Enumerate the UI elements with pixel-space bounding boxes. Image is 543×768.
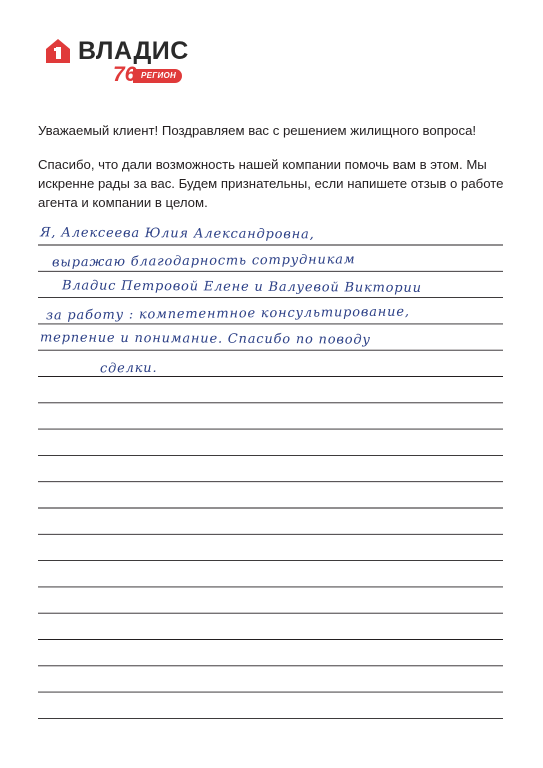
review-line: терпение и понимание. Спасибо по поводу [39,330,371,348]
review-line: за работу : компетентное консультирование, [45,304,410,324]
logo-name: ВЛАДИС [78,37,189,65]
region-label: РЕГИОН [133,69,182,83]
review-line: выражаю благодарность сотрудникам [51,252,356,271]
region-number: 76 [113,63,137,86]
greeting-text: Уважаемый клиент! Поздравляем вас с решением жилищного вопроса! [38,123,477,138]
review-line: Владис Петровой Елене и Валуевой Виктории [61,277,422,296]
feedback-request-text: Спасибо, что дали возможность нашей компании помочь вам в этом. Мы искренне рады за вас. Будем признательны, если напишете отзыв о работе агента и компании в целом. [38,157,504,210]
review-line: сделки. [99,360,158,376]
review-line: Я, Алексеева Юлия Александровна, [39,225,315,243]
